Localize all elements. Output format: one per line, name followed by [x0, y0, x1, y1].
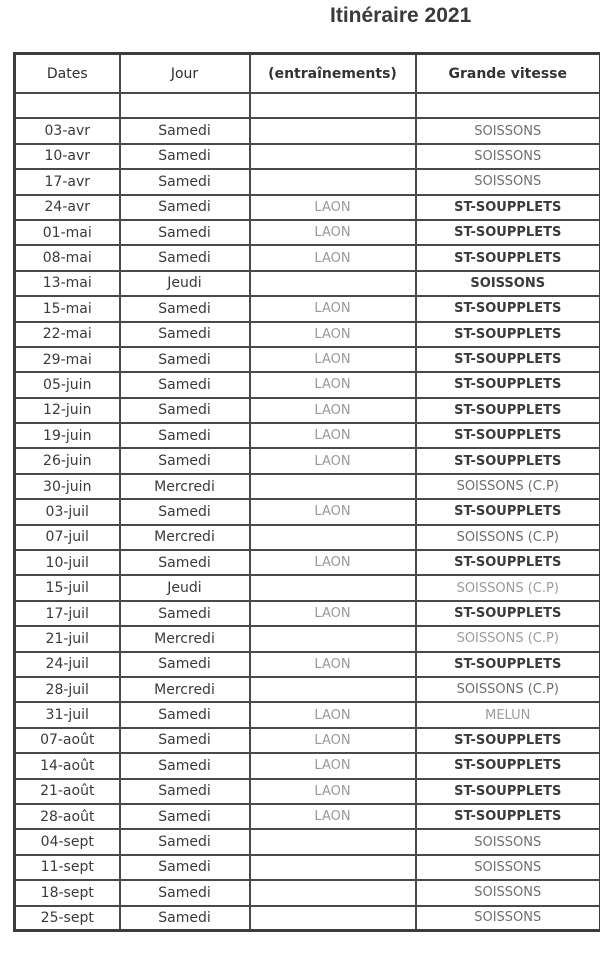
training-cell: [250, 829, 416, 854]
day-cell: Samedi: [120, 728, 250, 753]
date-cell: 17-juil: [15, 601, 120, 626]
table-row: [15, 169, 600, 194]
training-cell: [250, 906, 416, 931]
grande-vitesse-cell: SOISSONS: [416, 118, 600, 143]
date-cell: 05-juin: [15, 372, 120, 397]
empty-row: [15, 93, 600, 118]
day-cell: Samedi: [120, 702, 250, 727]
training-cell: [250, 118, 416, 143]
day-cell: Samedi: [120, 550, 250, 575]
day-cell: Samedi: [120, 245, 250, 270]
date-cell: 31-juil: [15, 702, 120, 727]
day-cell: Samedi: [120, 144, 250, 169]
header-jour: Jour: [120, 54, 250, 94]
grande-vitesse-cell: ST-SOUPPLETS: [416, 652, 600, 677]
grande-vitesse-cell: SOISSONS: [416, 829, 600, 854]
training-cell: [250, 144, 416, 169]
date-cell: 21-août: [15, 779, 120, 804]
day-cell: Samedi: [120, 322, 250, 347]
day-cell: Mercredi: [120, 677, 250, 702]
grande-vitesse-cell: ST-SOUPPLETS: [416, 728, 600, 753]
grande-vitesse-cell: ST-SOUPPLETS: [416, 195, 600, 220]
date-cell: 13-mai: [15, 271, 120, 296]
table-row: [15, 448, 600, 473]
training-cell: LAON: [250, 347, 416, 372]
grande-vitesse-cell: ST-SOUPPLETS: [416, 372, 600, 397]
date-cell: 10-juil: [15, 550, 120, 575]
date-cell: 07-août: [15, 728, 120, 753]
grande-vitesse-cell: SOISSONS (C.P): [416, 575, 600, 600]
date-cell: 28-août: [15, 804, 120, 829]
table-row: [15, 195, 600, 220]
training-cell: LAON: [250, 804, 416, 829]
date-cell: 17-avr: [15, 169, 120, 194]
grande-vitesse-cell: SOISSONS: [416, 880, 600, 905]
grande-vitesse-cell: SOISSONS (C.P): [416, 525, 600, 550]
table-row: [15, 398, 600, 423]
header-dates: Dates: [15, 54, 120, 94]
table-row: [15, 245, 600, 270]
training-cell: LAON: [250, 550, 416, 575]
table-row: [15, 550, 600, 575]
date-cell: 11-sept: [15, 855, 120, 880]
training-cell: [250, 525, 416, 550]
grande-vitesse-cell: SOISSONS (C.P): [416, 626, 600, 651]
date-cell: 15-juil: [15, 575, 120, 600]
date-cell: 25-sept: [15, 906, 120, 931]
grande-vitesse-cell: SOISSONS: [416, 144, 600, 169]
grande-vitesse-cell: ST-SOUPPLETS: [416, 448, 600, 473]
grande-vitesse-cell: ST-SOUPPLETS: [416, 550, 600, 575]
day-cell: Samedi: [120, 296, 250, 321]
table-row: [15, 575, 600, 600]
grande-vitesse-cell: ST-SOUPPLETS: [416, 296, 600, 321]
table-row: [15, 652, 600, 677]
empty-cell: [120, 93, 250, 118]
grande-vitesse-cell: SOISSONS (C.P): [416, 677, 600, 702]
training-cell: LAON: [250, 423, 416, 448]
training-cell: LAON: [250, 499, 416, 524]
table-row: [15, 728, 600, 753]
day-cell: Samedi: [120, 499, 250, 524]
date-cell: 01-mai: [15, 220, 120, 245]
table-row: [15, 677, 600, 702]
date-cell: 14-août: [15, 753, 120, 778]
table-row: [15, 702, 600, 727]
day-cell: Samedi: [120, 398, 250, 423]
training-cell: [250, 575, 416, 600]
day-cell: Samedi: [120, 829, 250, 854]
day-cell: Samedi: [120, 601, 250, 626]
schedule-table: [13, 52, 600, 932]
table-row: [15, 144, 600, 169]
table-row: [15, 499, 600, 524]
day-cell: Samedi: [120, 195, 250, 220]
date-cell: 26-juin: [15, 448, 120, 473]
training-cell: LAON: [250, 779, 416, 804]
training-cell: LAON: [250, 652, 416, 677]
day-cell: Samedi: [120, 347, 250, 372]
day-cell: Samedi: [120, 448, 250, 473]
table-row: [15, 271, 600, 296]
table-row: [15, 525, 600, 550]
day-cell: Samedi: [120, 779, 250, 804]
table-row: [15, 626, 600, 651]
date-cell: 15-mai: [15, 296, 120, 321]
date-cell: 03-avr: [15, 118, 120, 143]
date-cell: 07-juil: [15, 525, 120, 550]
day-cell: Mercredi: [120, 474, 250, 499]
grande-vitesse-cell: ST-SOUPPLETS: [416, 398, 600, 423]
training-cell: [250, 474, 416, 499]
day-cell: Samedi: [120, 372, 250, 397]
date-cell: 10-avr: [15, 144, 120, 169]
table-row: [15, 906, 600, 931]
table-row: [15, 601, 600, 626]
grande-vitesse-cell: ST-SOUPPLETS: [416, 245, 600, 270]
table-row: [15, 220, 600, 245]
date-cell: 24-juil: [15, 652, 120, 677]
day-cell: Samedi: [120, 423, 250, 448]
table-row: [15, 880, 600, 905]
grande-vitesse-cell: ST-SOUPPLETS: [416, 779, 600, 804]
grande-vitesse-cell: MELUN: [416, 702, 600, 727]
grande-vitesse-cell: ST-SOUPPLETS: [416, 220, 600, 245]
training-cell: LAON: [250, 728, 416, 753]
day-cell: Samedi: [120, 906, 250, 931]
day-cell: Samedi: [120, 855, 250, 880]
header-grande-vitesse: Grande vitesse: [416, 54, 600, 94]
training-cell: [250, 880, 416, 905]
training-cell: [250, 169, 416, 194]
day-cell: Samedi: [120, 652, 250, 677]
day-cell: Jeudi: [120, 271, 250, 296]
training-cell: LAON: [250, 601, 416, 626]
date-cell: 12-juin: [15, 398, 120, 423]
table-row: [15, 804, 600, 829]
day-cell: Samedi: [120, 220, 250, 245]
training-cell: LAON: [250, 753, 416, 778]
training-cell: [250, 855, 416, 880]
date-cell: 04-sept: [15, 829, 120, 854]
grande-vitesse-cell: ST-SOUPPLETS: [416, 601, 600, 626]
grande-vitesse-cell: SOISSONS: [416, 855, 600, 880]
training-cell: LAON: [250, 245, 416, 270]
training-cell: [250, 271, 416, 296]
date-cell: 03-juil: [15, 499, 120, 524]
empty-cell: [416, 93, 600, 118]
page-title: Itinéraire 2021: [330, 4, 472, 27]
header-entrainements: (entraînements): [250, 54, 416, 94]
day-cell: Samedi: [120, 118, 250, 143]
date-cell: 28-juil: [15, 677, 120, 702]
training-cell: LAON: [250, 220, 416, 245]
day-cell: Samedi: [120, 169, 250, 194]
date-cell: 18-sept: [15, 880, 120, 905]
training-cell: LAON: [250, 372, 416, 397]
grande-vitesse-cell: SOISSONS: [416, 271, 600, 296]
table-row: [15, 322, 600, 347]
table-row: [15, 855, 600, 880]
training-cell: [250, 677, 416, 702]
training-cell: LAON: [250, 702, 416, 727]
day-cell: Samedi: [120, 753, 250, 778]
training-cell: LAON: [250, 398, 416, 423]
day-cell: Mercredi: [120, 626, 250, 651]
grande-vitesse-cell: ST-SOUPPLETS: [416, 499, 600, 524]
table-row: [15, 474, 600, 499]
grande-vitesse-cell: ST-SOUPPLETS: [416, 804, 600, 829]
table-body: [15, 93, 600, 931]
table-row: [15, 347, 600, 372]
empty-cell: [250, 93, 416, 118]
grande-vitesse-cell: SOISSONS: [416, 169, 600, 194]
date-cell: 08-mai: [15, 245, 120, 270]
day-cell: Jeudi: [120, 575, 250, 600]
date-cell: 21-juil: [15, 626, 120, 651]
date-cell: 30-juin: [15, 474, 120, 499]
date-cell: 22-mai: [15, 322, 120, 347]
grande-vitesse-cell: ST-SOUPPLETS: [416, 347, 600, 372]
training-cell: [250, 626, 416, 651]
grande-vitesse-cell: SOISSONS (C.P): [416, 474, 600, 499]
training-cell: LAON: [250, 195, 416, 220]
day-cell: Samedi: [120, 880, 250, 905]
table-row: [15, 779, 600, 804]
table-row: [15, 753, 600, 778]
table-row: [15, 372, 600, 397]
table-row: [15, 296, 600, 321]
date-cell: 19-juin: [15, 423, 120, 448]
table-row: [15, 829, 600, 854]
table-row: [15, 423, 600, 448]
table-row: [15, 118, 600, 143]
training-cell: LAON: [250, 296, 416, 321]
training-cell: LAON: [250, 322, 416, 347]
table-header-row: [15, 54, 600, 94]
training-cell: LAON: [250, 448, 416, 473]
grande-vitesse-cell: ST-SOUPPLETS: [416, 322, 600, 347]
day-cell: Samedi: [120, 804, 250, 829]
date-cell: 29-mai: [15, 347, 120, 372]
date-cell: 24-avr: [15, 195, 120, 220]
grande-vitesse-cell: SOISSONS: [416, 906, 600, 931]
empty-cell: [15, 93, 120, 118]
grande-vitesse-cell: ST-SOUPPLETS: [416, 423, 600, 448]
day-cell: Mercredi: [120, 525, 250, 550]
grande-vitesse-cell: ST-SOUPPLETS: [416, 753, 600, 778]
